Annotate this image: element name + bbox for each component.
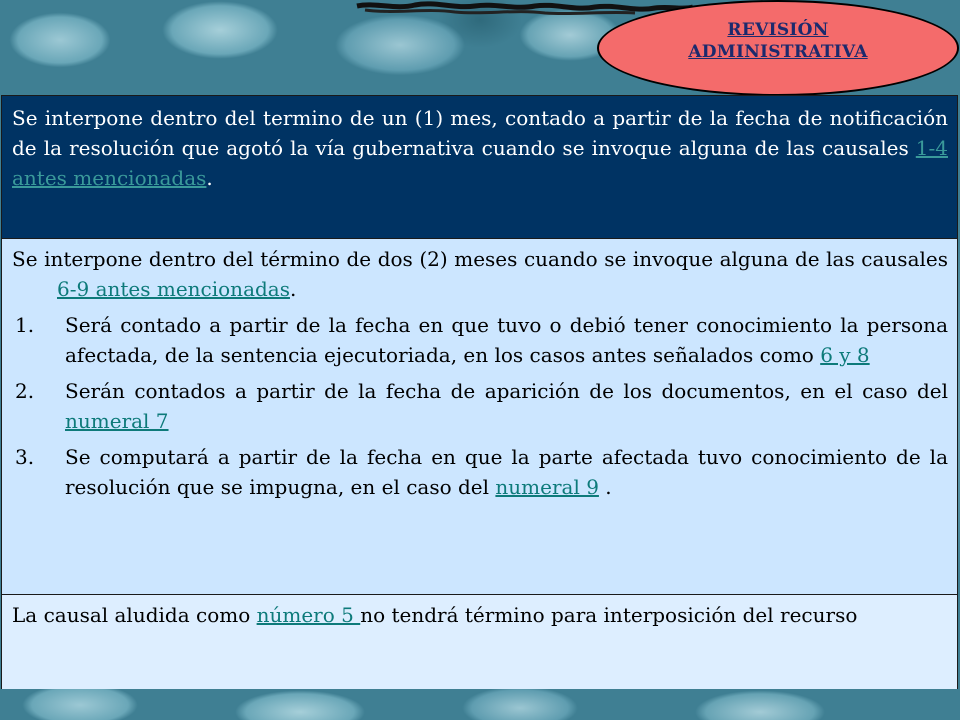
row-two-months	[2, 238, 957, 594]
row-one-text-before: Se interpone dentro del termino de un (1) mes, contado a partir de la fecha de notificación de la resolución que agotó la vía gubernativa cuando se invoque alguna de las causales	[12, 106, 948, 160]
row-one-text-after: .	[206, 166, 213, 190]
list-item-3	[12, 442, 948, 502]
link-numeral-7[interactable]: numeral 7	[65, 409, 169, 433]
list-item-2-text-before: Serán contados a partir de la fecha de aparición de los documentos, en el caso del	[65, 379, 948, 403]
list-item-1-text-before: Será contado a partir de la fecha en que tuvo o debió tener conocimiento la persona afectada, de la sentencia ejecutoriada, en los casos antes señalados como	[65, 313, 948, 367]
row-two-intro-after: .	[289, 277, 297, 301]
row-one-month	[2, 96, 957, 238]
link-numeral-9[interactable]: numeral 9	[495, 475, 599, 499]
list-item-2-number: 2.	[15, 379, 35, 403]
link-6-y-8[interactable]: 6 y 8	[820, 343, 870, 367]
list-item-3-text-before: Se computará a partir de la fecha en que la parte afectada tuvo conocimiento de la resolución que se impugna, en el caso del	[65, 445, 948, 499]
row-one-text	[12, 103, 948, 193]
row-causal-5	[2, 594, 957, 689]
row-three-text	[12, 600, 948, 630]
badge-line-2: ADMINISTRATIVA	[688, 42, 868, 62]
revision-administrativa-badge	[597, 0, 959, 96]
link-causales-1-4[interactable]: 1-4 antes mencionadas	[12, 136, 948, 190]
list-item-3-text	[65, 442, 948, 502]
badge-line-1: REVISIÓN	[727, 20, 829, 40]
row-two-intro	[12, 244, 948, 304]
list-item-3-number: 3.	[15, 445, 35, 469]
list-item-1	[12, 310, 948, 370]
row-three-text-before: La causal aludida como	[12, 603, 257, 627]
content-table	[1, 95, 958, 689]
row-three-text-after: no tendrá término para interposición del recurso	[360, 603, 858, 627]
list-item-1-text	[65, 310, 948, 370]
row-two-intro-before: Se interpone dentro del término de dos (2) meses cuando se invoque alguna de las causales	[12, 247, 948, 271]
list-item-3-text-after: .	[598, 475, 612, 499]
link-numero-5[interactable]: número 5	[256, 603, 361, 627]
link-causales-6-9[interactable]: 6-9 antes mencionadas	[57, 277, 290, 301]
list-item-2	[12, 376, 948, 436]
list-item-1-number: 1.	[15, 313, 35, 337]
list-item-2-text	[65, 376, 948, 436]
